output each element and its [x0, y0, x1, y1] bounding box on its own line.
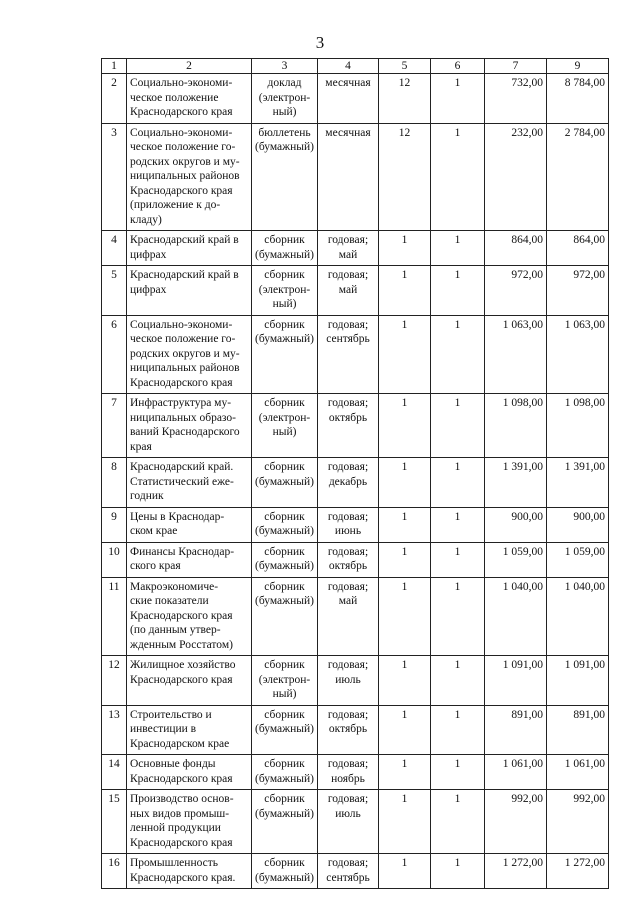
copies-cell: 1 [431, 854, 485, 889]
row-number: 14 [102, 755, 127, 790]
row-number: 7 [102, 394, 127, 458]
periodicity: годовая; май [318, 266, 379, 316]
unit-price-cell: 1 091,00 [485, 656, 547, 706]
row-number: 5 [102, 266, 127, 316]
publication-form: сборник (бумажный) [252, 542, 318, 577]
total-price-cell: 900,00 [547, 507, 609, 542]
total-price-cell: 1 040,00 [547, 577, 609, 656]
periodicity: годовая; ноябрь [318, 755, 379, 790]
publication-form: сборник (бумажный) [252, 790, 318, 854]
row-number: 15 [102, 790, 127, 854]
table-row [102, 705, 609, 755]
header-cell: 4 [318, 59, 379, 74]
unit-price-cell: 232,00 [485, 123, 547, 231]
publication-name: Инфраструктура му- ниципальных образо- ваний Краснодарского края [127, 394, 252, 458]
periodicity: годовая; июнь [318, 507, 379, 542]
periodicity: годовая; июль [318, 656, 379, 706]
unit-price-cell: 1 272,00 [485, 854, 547, 889]
quantity-cell: 1 [379, 507, 431, 542]
publication-form: сборник (электрон- ный) [252, 394, 318, 458]
publication-name: Социально-экономи- ческое положение Краснодарского края [127, 74, 252, 124]
page-number: 3 [315, 33, 325, 52]
copies-cell: 1 [431, 790, 485, 854]
publication-form: сборник (электрон- ный) [252, 656, 318, 706]
periodicity: годовая; май [318, 577, 379, 656]
quantity-cell: 1 [379, 755, 431, 790]
unit-price-cell: 1 061,00 [485, 755, 547, 790]
copies-cell: 1 [431, 315, 485, 394]
copies-cell: 1 [431, 231, 485, 266]
quantity-cell: 1 [379, 542, 431, 577]
publication-name: Финансы Краснодар- ского края [127, 542, 252, 577]
periodicity: годовая; июль [318, 790, 379, 854]
publication-name: Промышленность Краснодарского края. [127, 854, 252, 889]
table-row [102, 123, 609, 231]
publication-name: Жилищное хозяйство Краснодарского края [127, 656, 252, 706]
table-row [102, 74, 609, 124]
header-cell: 1 [102, 59, 127, 74]
table-row [102, 542, 609, 577]
total-price-cell: 1 061,00 [547, 755, 609, 790]
copies-cell: 1 [431, 266, 485, 316]
periodicity: месячная [318, 123, 379, 231]
copies-cell: 1 [431, 507, 485, 542]
publication-name: Основные фонды Краснодарского края [127, 755, 252, 790]
publication-form: доклад (электрон- ный) [252, 74, 318, 124]
copies-cell: 1 [431, 577, 485, 656]
row-number: 6 [102, 315, 127, 394]
table-row [102, 577, 609, 656]
total-price-cell: 864,00 [547, 231, 609, 266]
unit-price-cell: 864,00 [485, 231, 547, 266]
total-price-cell: 992,00 [547, 790, 609, 854]
publication-name: Социально-экономи- ческое положение го- родских округов и му- ниципальных районов Краснодарского края (приложение к до- кладу) [127, 123, 252, 231]
row-number: 12 [102, 656, 127, 706]
total-price-cell: 8 784,00 [547, 74, 609, 124]
copies-cell: 1 [431, 542, 485, 577]
copies-cell: 1 [431, 656, 485, 706]
publication-form: бюллетень (бумажный) [252, 123, 318, 231]
copies-cell: 1 [431, 74, 485, 124]
unit-price-cell: 1 391,00 [485, 458, 547, 508]
quantity-cell: 1 [379, 790, 431, 854]
header-cell: 2 [127, 59, 252, 74]
header-cell: 3 [252, 59, 318, 74]
publication-name: Социально-экономи- ческое положение го- родских округов и му- ниципальных районов Краснодарского края [127, 315, 252, 394]
periodicity: годовая; декабрь [318, 458, 379, 508]
row-number: 9 [102, 507, 127, 542]
total-price-cell: 1 059,00 [547, 542, 609, 577]
unit-price-cell: 992,00 [485, 790, 547, 854]
periodicity: годовая; сентябрь [318, 315, 379, 394]
publication-name: Краснодарский край. Статистический еже- годник [127, 458, 252, 508]
publication-name: Краснодарский край в цифрах [127, 231, 252, 266]
publication-form: сборник (бумажный) [252, 854, 318, 889]
unit-price-cell: 900,00 [485, 507, 547, 542]
copies-cell: 1 [431, 458, 485, 508]
publication-form: сборник (бумажный) [252, 458, 318, 508]
total-price-cell: 1 098,00 [547, 394, 609, 458]
table-row [102, 790, 609, 854]
publication-name: Строительство и инвестиции в Краснодарском крае [127, 705, 252, 755]
table-row [102, 458, 609, 508]
quantity-cell: 1 [379, 458, 431, 508]
periodicity: годовая; октябрь [318, 394, 379, 458]
unit-price-cell: 972,00 [485, 266, 547, 316]
unit-price-cell: 891,00 [485, 705, 547, 755]
publications-table [101, 58, 609, 889]
row-number: 2 [102, 74, 127, 124]
periodicity: годовая; октябрь [318, 705, 379, 755]
table-row [102, 315, 609, 394]
header-cell: 6 [431, 59, 485, 74]
publication-name: Производство основ- ных видов промыш- ленной продукции Краснодарского края [127, 790, 252, 854]
quantity-cell: 12 [379, 74, 431, 124]
table-row [102, 755, 609, 790]
publication-name: Макроэкономиче- ские показатели Краснодарского края (по данным утвер- жденным Росстатом) [127, 577, 252, 656]
publication-name: Краснодарский край в цифрах [127, 266, 252, 316]
quantity-cell: 1 [379, 854, 431, 889]
table-row [102, 854, 609, 889]
row-number: 4 [102, 231, 127, 266]
row-number: 3 [102, 123, 127, 231]
quantity-cell: 1 [379, 394, 431, 458]
publication-form: сборник (бумажный) [252, 507, 318, 542]
periodicity: годовая; сентябрь [318, 854, 379, 889]
row-number: 10 [102, 542, 127, 577]
total-price-cell: 1 091,00 [547, 656, 609, 706]
copies-cell: 1 [431, 123, 485, 231]
copies-cell: 1 [431, 755, 485, 790]
total-price-cell: 972,00 [547, 266, 609, 316]
header-row [102, 59, 609, 74]
table-row [102, 656, 609, 706]
periodicity: месячная [318, 74, 379, 124]
header-cell: 7 [485, 59, 547, 74]
quantity-cell: 1 [379, 705, 431, 755]
row-number: 13 [102, 705, 127, 755]
table-row [102, 266, 609, 316]
quantity-cell: 1 [379, 231, 431, 266]
publication-form: сборник (бумажный) [252, 577, 318, 656]
periodicity: годовая; октябрь [318, 542, 379, 577]
table-row [102, 231, 609, 266]
copies-cell: 1 [431, 394, 485, 458]
publication-form: сборник (бумажный) [252, 231, 318, 266]
quantity-cell: 1 [379, 656, 431, 706]
publication-form: сборник (электрон- ный) [252, 266, 318, 316]
table-row [102, 394, 609, 458]
total-price-cell: 1 063,00 [547, 315, 609, 394]
quantity-cell: 1 [379, 577, 431, 656]
quantity-cell: 1 [379, 315, 431, 394]
table-row [102, 507, 609, 542]
unit-price-cell: 1 098,00 [485, 394, 547, 458]
copies-cell: 1 [431, 705, 485, 755]
quantity-cell: 12 [379, 123, 431, 231]
publication-form: сборник (бумажный) [252, 755, 318, 790]
publication-form: сборник (бумажный) [252, 315, 318, 394]
publication-name: Цены в Краснодар- ском крае [127, 507, 252, 542]
total-price-cell: 1 391,00 [547, 458, 609, 508]
quantity-cell: 1 [379, 266, 431, 316]
row-number: 11 [102, 577, 127, 656]
unit-price-cell: 1 040,00 [485, 577, 547, 656]
row-number: 16 [102, 854, 127, 889]
header-cell: 5 [379, 59, 431, 74]
unit-price-cell: 732,00 [485, 74, 547, 124]
total-price-cell: 2 784,00 [547, 123, 609, 231]
total-price-cell: 891,00 [547, 705, 609, 755]
periodicity: годовая; май [318, 231, 379, 266]
row-number: 8 [102, 458, 127, 508]
total-price-cell: 1 272,00 [547, 854, 609, 889]
unit-price-cell: 1 059,00 [485, 542, 547, 577]
header-cell: 9 [547, 59, 609, 74]
publication-form: сборник (бумажный) [252, 705, 318, 755]
unit-price-cell: 1 063,00 [485, 315, 547, 394]
